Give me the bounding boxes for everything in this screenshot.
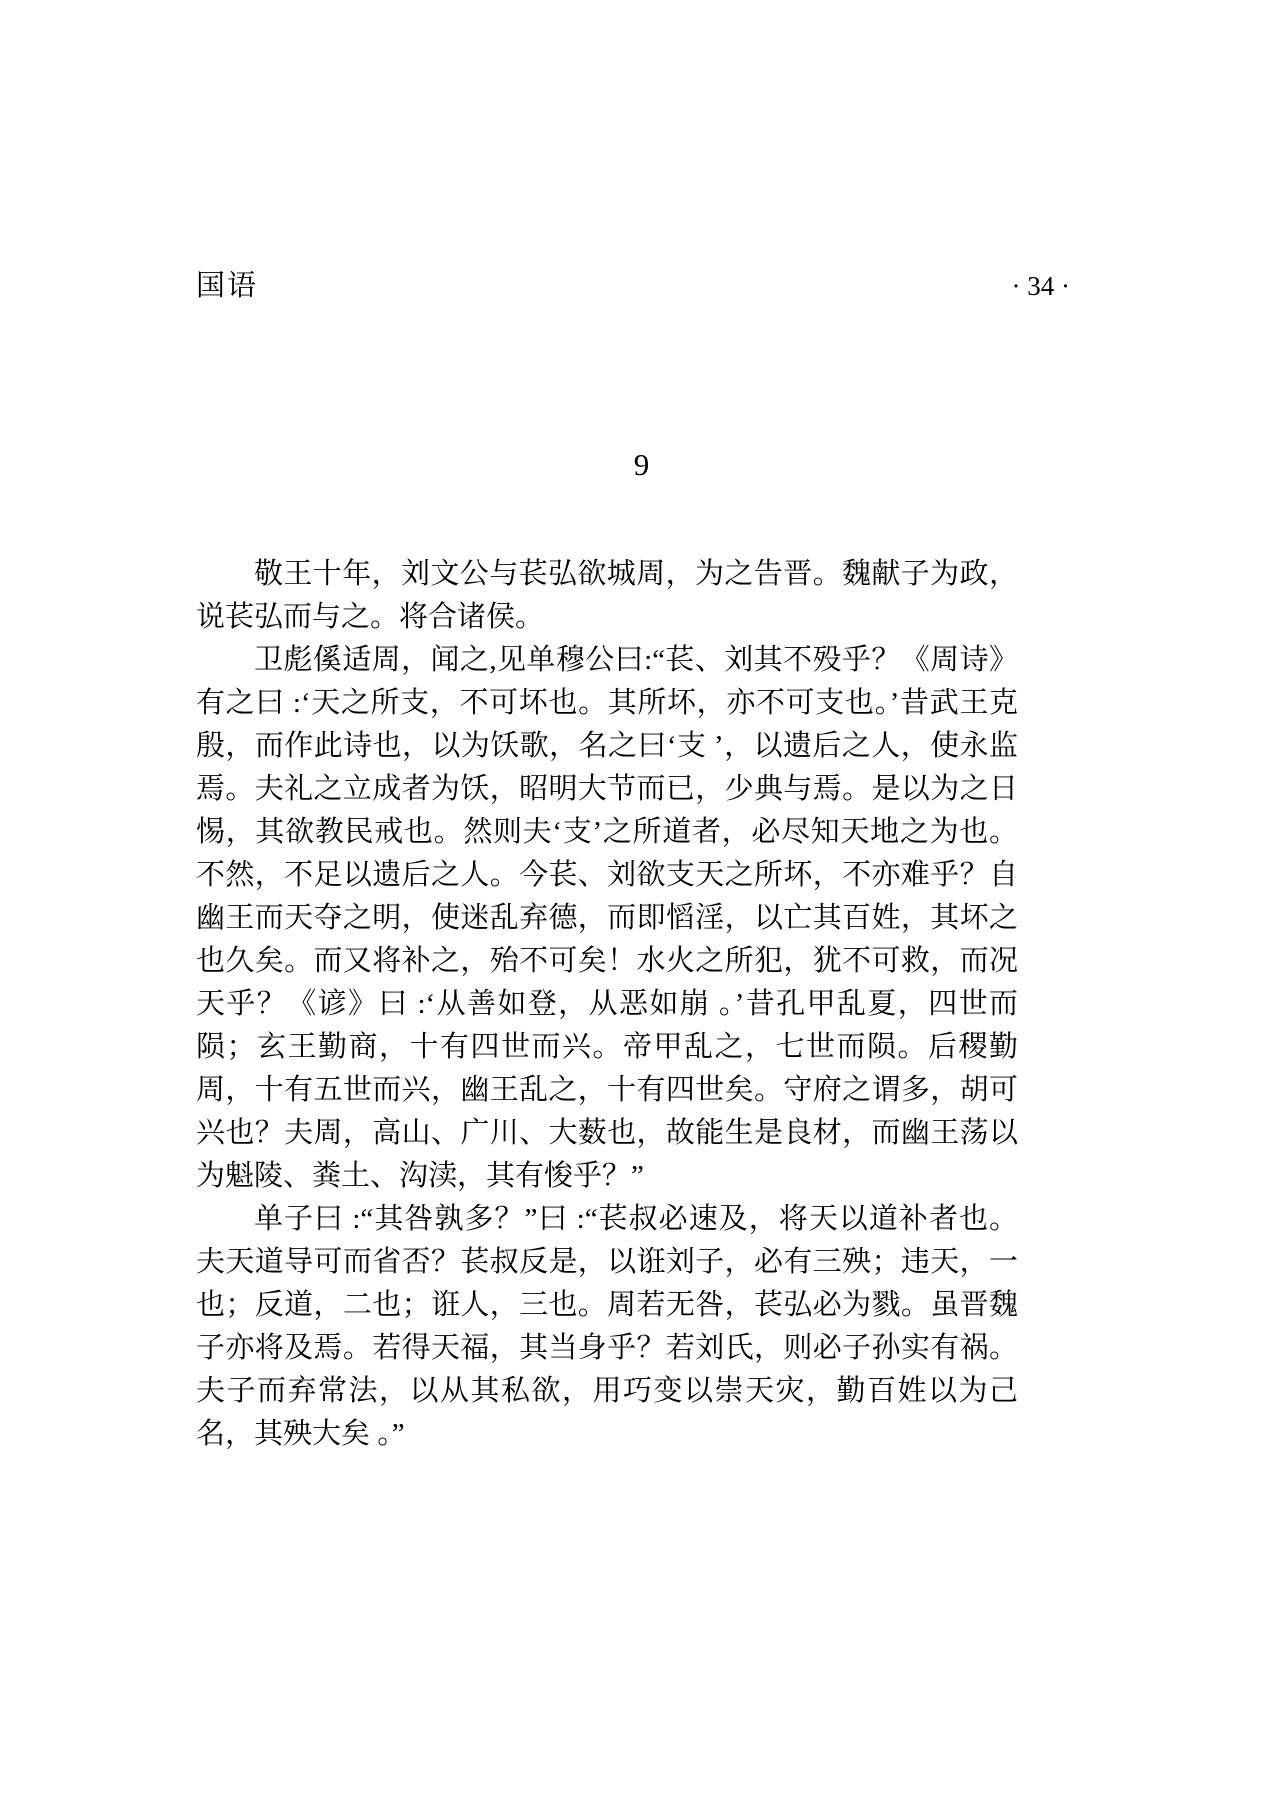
running-header: [196, 268, 1070, 304]
paragraph-intro: 敬王十年，刘文公与苌弘欲城周，为之告晋。魏献子为政，说苌弘而与之。将合诸侯。: [196, 558, 1018, 633]
page-number: · 34 ·: [1011, 271, 1070, 301]
body-text: [196, 553, 1018, 1456]
section-heading: 9: [633, 447, 650, 482]
paragraph-wei-biao-xi-speech: 卫彪傒适周，闻之,见单穆公曰:“苌、刘其不殁乎？《周诗》有之曰 :‘天之所支，不可坏也。其所坏，亦不可支也。’昔武王克殷，而作此诗也，以为饫歌，名之曰‘支 ’，以遗后之人，使永监焉。夫礼之立成者为饫，昭明大节而已，少典与焉。是以为之日惕，其欲教民戒也。然则夫‘支’之所道者，必尽知天地之为也。不然，不足以遗后之人。今苌、刘欲支天之所坏，不亦难乎？自幽王而天夺之明，使迷乱弃德，而即慆淫，以亡其百姓，其坏之也久矣。而又将补之，殆不可矣！水火之所犯，犹不可救，而况天乎？《谚》曰 :‘从善如登，从恶如崩 。’昔孔甲乱夏，四世而陨；玄王勤商，十有四世而兴。帝甲乱之，七世而陨。后稷勤周，十有五世而兴，幽王乱之，十有四世矣。守府之谓多，胡可兴也？夫周，高山、广川、大薮也，故能生是良材，而幽王荡以为魁陵、粪土、沟渎，其有悛乎？”: [196, 644, 1018, 1192]
running-header-book-title: 国语: [196, 270, 259, 302]
paragraph-shan-zi-dialogue: 单子曰 :“其咎孰多？”曰 :“苌叔必速及，将天以道补者也。夫天道导可而省否？苌叔反是，以诳刘子，必有三殃；违天，一也；反道，二也；诳人，三也。周若无咎，苌弘必为戮。虽晋魏子亦将及焉。若得天福，其当身乎？若刘氏，则必子孙实有祸。夫子而弃常法，以从其私欲，用巧变以崇天灾，勤百姓以为己名，其殃大矣 。”: [196, 1203, 1018, 1450]
